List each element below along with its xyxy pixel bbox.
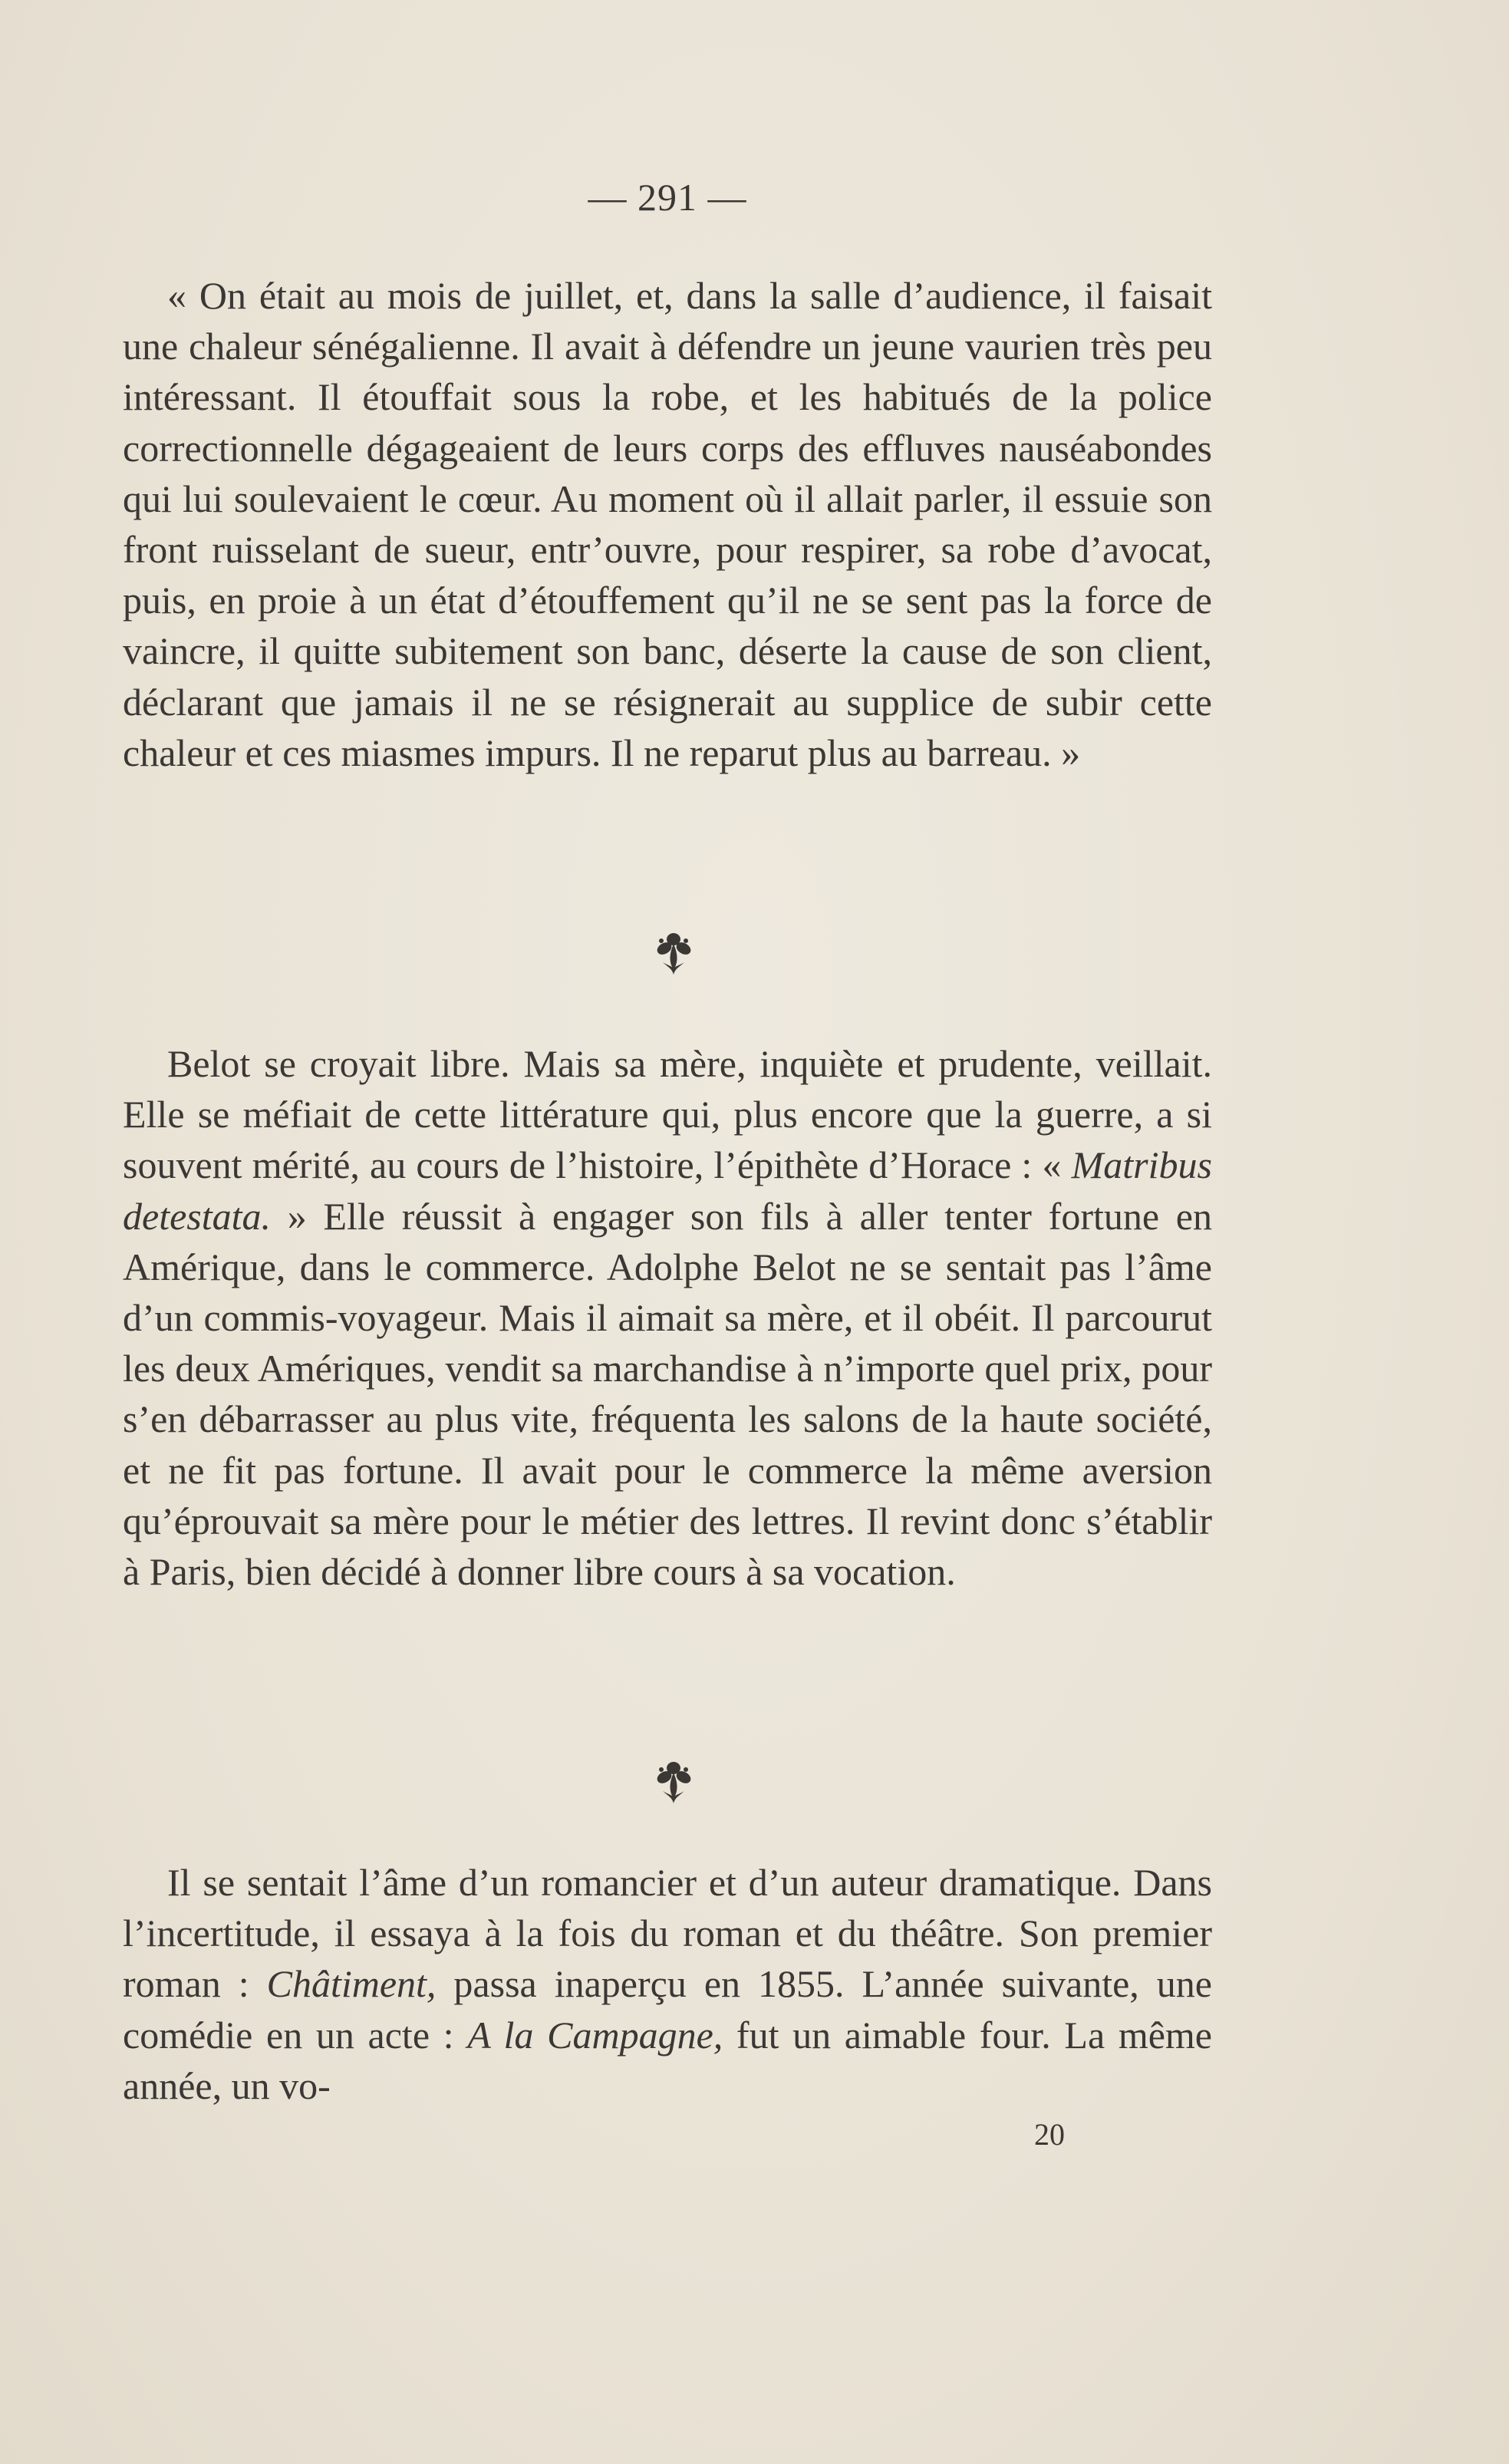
signature-mark: 20 bbox=[1034, 2117, 1065, 2152]
paragraph-3-text-b: passa inaperçu en 1855. L’année suivante, une comédie en un acte : bbox=[123, 1962, 1212, 2057]
paragraph-1-text: « On était au mois de juillet, et, dans la salle d’audience, il faisait une chaleur sénégalienne. Il avait à défendre un jeune vaurien très peu intéressant. Il étouffait sous la robe, et les habitués de la police correctionnelle dégageaient de leurs corps des effluves nauséabondes qui lui soulevaient le cœur. Au moment où il allait parler, il essuie son front ruisselant de sueur, entr’ouvre, pour respirer, sa robe d’avocat, puis, en proie à un état d’étouffement qu’il ne se sent pas la force de vaincre, il quitte subitement son banc, déserte la cause de son client, déclarant que jamais il ne se résignerait au supplice de subir cette chaleur et ces miasmes impurs. Il ne reparut plus au barreau. » bbox=[123, 274, 1212, 774]
paragraph-1 bbox=[123, 270, 1212, 778]
paragraph-3-italic-1: Châtiment, bbox=[266, 1962, 437, 2006]
page-number-header: — 291 — bbox=[588, 176, 747, 219]
fleuron-icon bbox=[646, 929, 701, 984]
paragraph-3-italic-2: A la Campagne, bbox=[467, 2013, 723, 2057]
paragraph-3-text-a: Il se sentait l’âme d’un romancier et d’un auteur dramatique. Dans l’incertitude, il essaya à la fois du roman et du théâtre. Son premier roman : bbox=[123, 1861, 1212, 2006]
paragraph-2 bbox=[123, 1038, 1212, 1597]
paragraph-3-text-c: fut un aimable four. La même année, un vo- bbox=[123, 2013, 1212, 2107]
paragraph-2-text-a: Belot se croyait libre. Mais sa mère, inquiète et prudente, veillait. Elle se méfiait de cette littérature qui, plus encore que la guerre, a si souvent mérité, au cours de l’histoire, l’épithète d’Horace : « bbox=[123, 1042, 1212, 1187]
paragraph-2-italic: Matribus detestata. bbox=[123, 1143, 1212, 1238]
fleuron-icon bbox=[646, 1757, 701, 1813]
paragraph-3 bbox=[123, 1857, 1212, 2111]
paragraph-2-text-b: » Elle réussit à engager son fils à aller tenter fortune en Amérique, dans le commerce. Adolphe Belot ne se sentait pas l’âme d’un commis-voyageur. Mais il aimait sa mère, et il obéit. Il parcourut les deux Amériques, vendit sa marchandise à n’importe quel prix, pour s’en débarrasser au plus vite, fréquenta les salons de la haute société, et ne fit pas fortune. Il avait pour le commerce la même aversion qu’éprouvait sa mère pour le métier des lettres. Il revint donc s’établir à Paris, bien décidé à donner libre cours à sa vocation. bbox=[123, 1194, 1212, 1594]
